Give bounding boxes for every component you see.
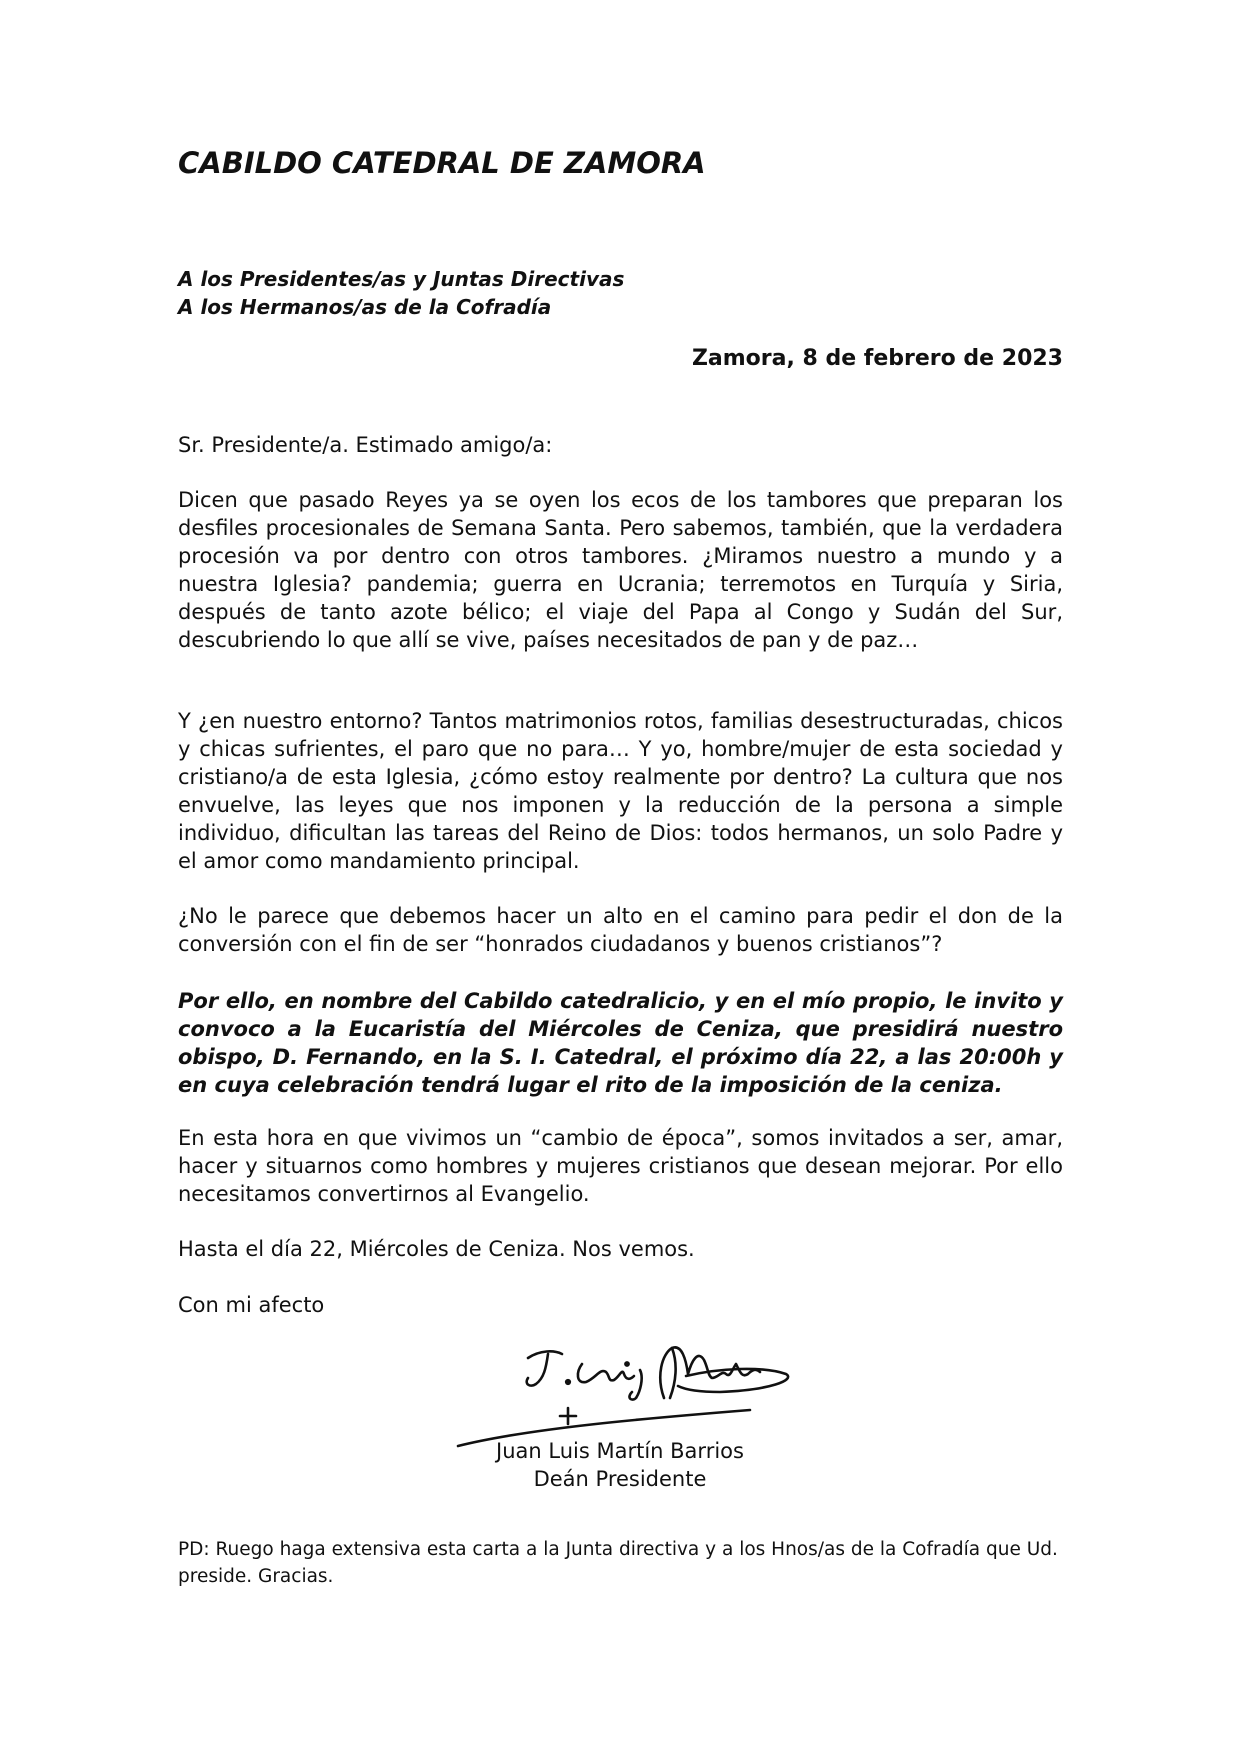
paragraph-1: Dicen que pasado Reyes ya se oyen los ecos de los tambores que preparan los desfiles procesionales de Semana Santa. Pero sabemos, también, que la verdadera procesión va por dentro con otros tambores. ¿Miramos nuestro a mundo y a nuestra Iglesia? pandemia; guerra en Ucrania; terremotos en Turquía y Siria, después de tanto azote bélico; el viaje del Papa al Congo y Sudán del Sur, descubriendo lo que allí se vive, países necesitados de pan y de paz… bbox=[178, 488, 1063, 652]
document-title: CABILDO CATEDRAL DE ZAMORA bbox=[178, 146, 706, 180]
recipient-line-1: A los Presidentes/as y Juntas Directivas bbox=[178, 267, 625, 291]
paragraph-2: Y ¿en nuestro entorno? Tantos matrimonios rotos, familias desestructuradas, chicos y chicas sufrientes, el paro que no para… Y yo, hombre/mujer de esta sociedad y cristiano/a de esta Iglesia, ¿cómo estoy realmente por dentro? La cultura que nos envuelve, las leyes que nos imponen y la reducción de la persona a simple individuo, dificultan las tareas del Reino de Dios: todos hermanos, un solo Padre y el amor como mandamiento principal. bbox=[178, 709, 1063, 873]
paragraph-6: Hasta el día 22, Miércoles de Ceniza. Nos vemos. bbox=[178, 1237, 695, 1261]
signer-role: Deán Presidente bbox=[533, 1467, 707, 1491]
postscript: PD: Ruego haga extensiva esta carta a la Junta directiva y a los Hnos/as de la Cofradía que Ud. preside. Gracias. bbox=[178, 1539, 1058, 1587]
paragraph-5: En esta hora en que vivimos un “cambio de época”, somos invitados a ser, amar, hacer y situarnos como hombres y mujeres cristianos que desean mejorar. Por ello necesitamos convertirnos al Evangelio. bbox=[178, 1126, 1063, 1206]
closing-line: Con mi afecto bbox=[178, 1293, 325, 1317]
invitation-paragraph: Por ello, en nombre del Cabildo catedralicio, y en el mío propio, le invito y convoco a la Eucaristía del Miércoles de Ceniza, que presidirá nuestro obispo, D. Fernando, en la S. I. Catedral, el próximo día 22, a las 20:00h y en cuya celebración tendrá lugar el rito de la imposición de la ceniza. bbox=[178, 989, 1063, 1097]
signer-name: Juan Luis Martín Barrios bbox=[496, 1439, 744, 1463]
recipients-block bbox=[178, 265, 624, 321]
paragraph-3: ¿No le parece que debemos hacer un alto en el camino para pedir el don de la conversión con el fin de ser “honrados ciudadanos y buenos cristianos”? bbox=[178, 904, 1063, 956]
letter-date: Zamora, 8 de febrero de 2023 bbox=[691, 346, 1063, 371]
salutation: Sr. Presidente/a. Estimado amigo/a: bbox=[178, 433, 553, 457]
handwritten-signature bbox=[450, 1320, 800, 1450]
recipient-line-2: A los Hermanos/as de la Cofradía bbox=[178, 295, 552, 319]
